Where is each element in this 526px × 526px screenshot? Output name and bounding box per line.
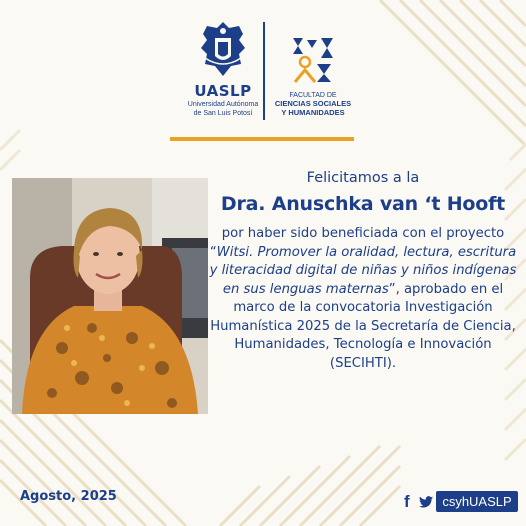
body-intro: por haber sido beneficiada con el proyecto “ [209, 226, 505, 260]
facebook-icon[interactable]: f [404, 492, 410, 511]
greeting-text: Felicitamos a la [306, 170, 420, 186]
announcement-body [206, 225, 520, 373]
uaslp-logo [187, 18, 259, 122]
social-handle-badge[interactable]: csyhUASLP [436, 491, 518, 512]
faculty-logo-icon [287, 34, 339, 84]
university-name-line2: de San Luis Potosí [193, 110, 253, 117]
portrait-photo [12, 178, 208, 414]
university-name-line1: Universidad Autónoma [187, 101, 259, 108]
uaslp-crest-icon [195, 18, 251, 80]
faculty-label-line1: FACULTAD DE [289, 92, 337, 99]
project-title: Witsi. Promover la oralidad, lectura, escritura y literacidad digital de niñas y niños indígenas en sus lenguas maternas [209, 244, 517, 297]
body-rest: ”, aprobado en el marco de la convocatoria Investigación Humanística 2025 de la Secretaría de Ciencia, Humanidades, Tecnología e Innovación (SECIHTI). [210, 281, 516, 371]
faculty-label-line2: CIENCIAS SOCIALES [274, 99, 352, 108]
faculty-label-line3: Y HUMANIDADES [281, 108, 345, 117]
header-accent-bar [170, 137, 354, 141]
date-label: Agosto, 2025 [20, 489, 117, 504]
honoree-name: Dra. Anuschka van ‘t Hooft [220, 193, 506, 215]
university-acronym: UASLP [194, 82, 252, 100]
twitter-icon[interactable] [419, 493, 433, 511]
faculty-logo [268, 34, 358, 124]
logo-divider [263, 22, 265, 120]
